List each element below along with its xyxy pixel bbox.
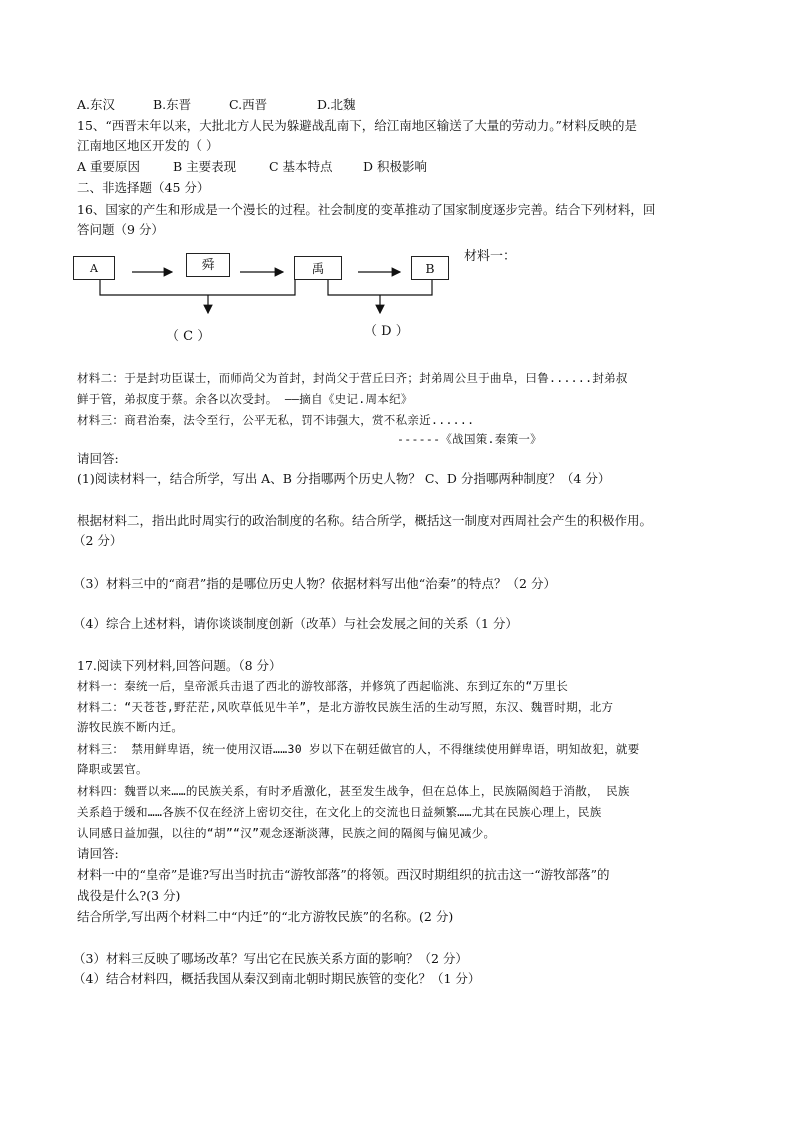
q17-please-answer: 请回答: [77,846,119,861]
material1-label: 材料一： [464,249,517,264]
q17-title: 17.阅读下列材料,回答问题。（8 分） [77,658,282,673]
q16-diagram-lines [0,0,794,360]
bracket-c [100,280,295,295]
q17-material4-line3: 认同感日益加强，以往的“胡”“汉”观念逐渐淡薄，民族之间的隔阂与偏见减少。 [77,826,496,840]
q16-sub2-line2: （2 分） [73,533,123,548]
q16-sub2-line1: 根据材料二，指出此时周实行的政治制度的名称。结合所学，概括这一制度对西周社会产生的积极作用。 [77,513,653,528]
bracket-d [328,280,432,295]
q17-material2-line1: 材料二：“天苍苍,野茫茫,风吹草低见牛羊”，是北方游牧民族生活的生动写照，东汉、魏晋时期，北方 [77,700,614,714]
q16-stem-line1: 16、国家的产生和形成是一个漫长的过程。社会制度的变革推动了国家制度逐步完善。结合下列材料，回 [77,202,656,217]
q15-option-c: C 基本特点 [269,159,333,174]
q17-sub1-line1: 材料一中的“皇帝”是谁?写出当时抗击“游牧部落”的将领。西汉时期组织的抗击这一“游牧部落”的 [77,867,610,882]
q16-material3-line1: 材料三：商君治秦，法令至行，公平无私，罚不讳强大，赏不私亲近...... [77,413,475,427]
diagram-box-shun: 舜 [186,253,230,277]
q16-please-answer: 请回答: [77,451,119,466]
q17-sub1-line2: 战役是什么?(3 分) [77,888,181,903]
q17-sub3: （3）材料三反映了哪场改革？写出它在民族关系方面的影响？（2 分） [73,951,468,966]
q14-option-c: C.西晋 [229,97,268,112]
q17-material4-line1: 材料四：魏晋以来……的民族关系，有时矛盾激化，甚至发生战争，但在总体上，民族隔阂趋于消散， 民族 [77,784,630,798]
q17-material4-line2: 关系趋于缓和……各族不仅在经济上密切交往，在文化上的交流也日益频繁……尤其在民族心理上，民族 [77,805,602,819]
q16-stem-line2: 答问题（9 分） [77,222,164,237]
q15-option-d: D 积极影响 [363,159,427,174]
q14-option-a: A.东汉 [77,97,116,112]
q15-stem-line1: 15、“西晋末年以来，大批北方人民为躲避战乱南下，给江南地区输送了大量的劳动力。”材料反映的是 [77,118,637,133]
q15-stem-line2: 江南地区地区开发的（ ） [77,138,219,153]
q15-option-b: B 主要表现 [173,159,237,174]
q15-option-a: A 重要原因 [77,159,141,174]
q16-sub4: （4）综合上述材料，请你谈谈制度创新（改革）与社会发展之间的关系（1 分） [73,616,518,631]
q16-sub3: （3）材料三中的“商君”指的是哪位历史人物？依据材料写出他“治秦”的特点？（2 分） [73,576,556,591]
q14-option-d: D.北魏 [317,97,356,112]
q17-sub2: 结合所学,写出两个材料二中“内迁”的“北方游牧民族”的名称。(2 分) [77,909,454,924]
q17-material2-line2: 游牧民族不断内迁。 [77,720,184,734]
q17-material3-line1: 材料三： 禁用鲜卑语，统一使用汉语……30 岁以下在朝廷做官的人，不得继续使用鲜卑语，明知故犯，就要 [77,742,640,756]
diagram-box-a: A [73,256,115,280]
q17-material1: 材料一：秦统一后，皇帝派兵击退了西北的游牧部落，并修筑了西起临洮、东到辽东的“万里长 [77,679,569,693]
q16-material2-line2: 鲜于管，弟叔度于蔡。余各以次受封。 ——摘自《史记.周本纪》 [77,392,413,406]
q16-material2-line1: 材料二：于是封功臣谋士，而师尚父为首封，封尚父于营丘曰齐；封弟周公旦于曲阜，曰鲁......封弟叔 [77,371,628,385]
q14-option-b: B.东晋 [153,97,192,112]
q17-sub4: （4）结合材料四，概括我国从秦汉到南北朝时期民族管的变化？（1 分） [73,971,481,986]
diagram-label-c: （ C ） [166,329,211,344]
section2-title: 二、非选择题（45 分） [77,180,210,195]
q16-material3-source: ------《战国策.秦策一》 [397,432,542,446]
q17-material3-line2: 降职或罢官。 [77,762,148,776]
diagram-label-d: （ D ） [364,324,409,339]
q16-sub1: (1)阅读材料一，结合所学，写出 A、B 分指哪两个历史人物？ C、D 分指哪两种制度？（4 分） [77,471,611,486]
diagram-box-yu: 禹 [294,256,342,280]
diagram-box-b: B [411,256,449,280]
